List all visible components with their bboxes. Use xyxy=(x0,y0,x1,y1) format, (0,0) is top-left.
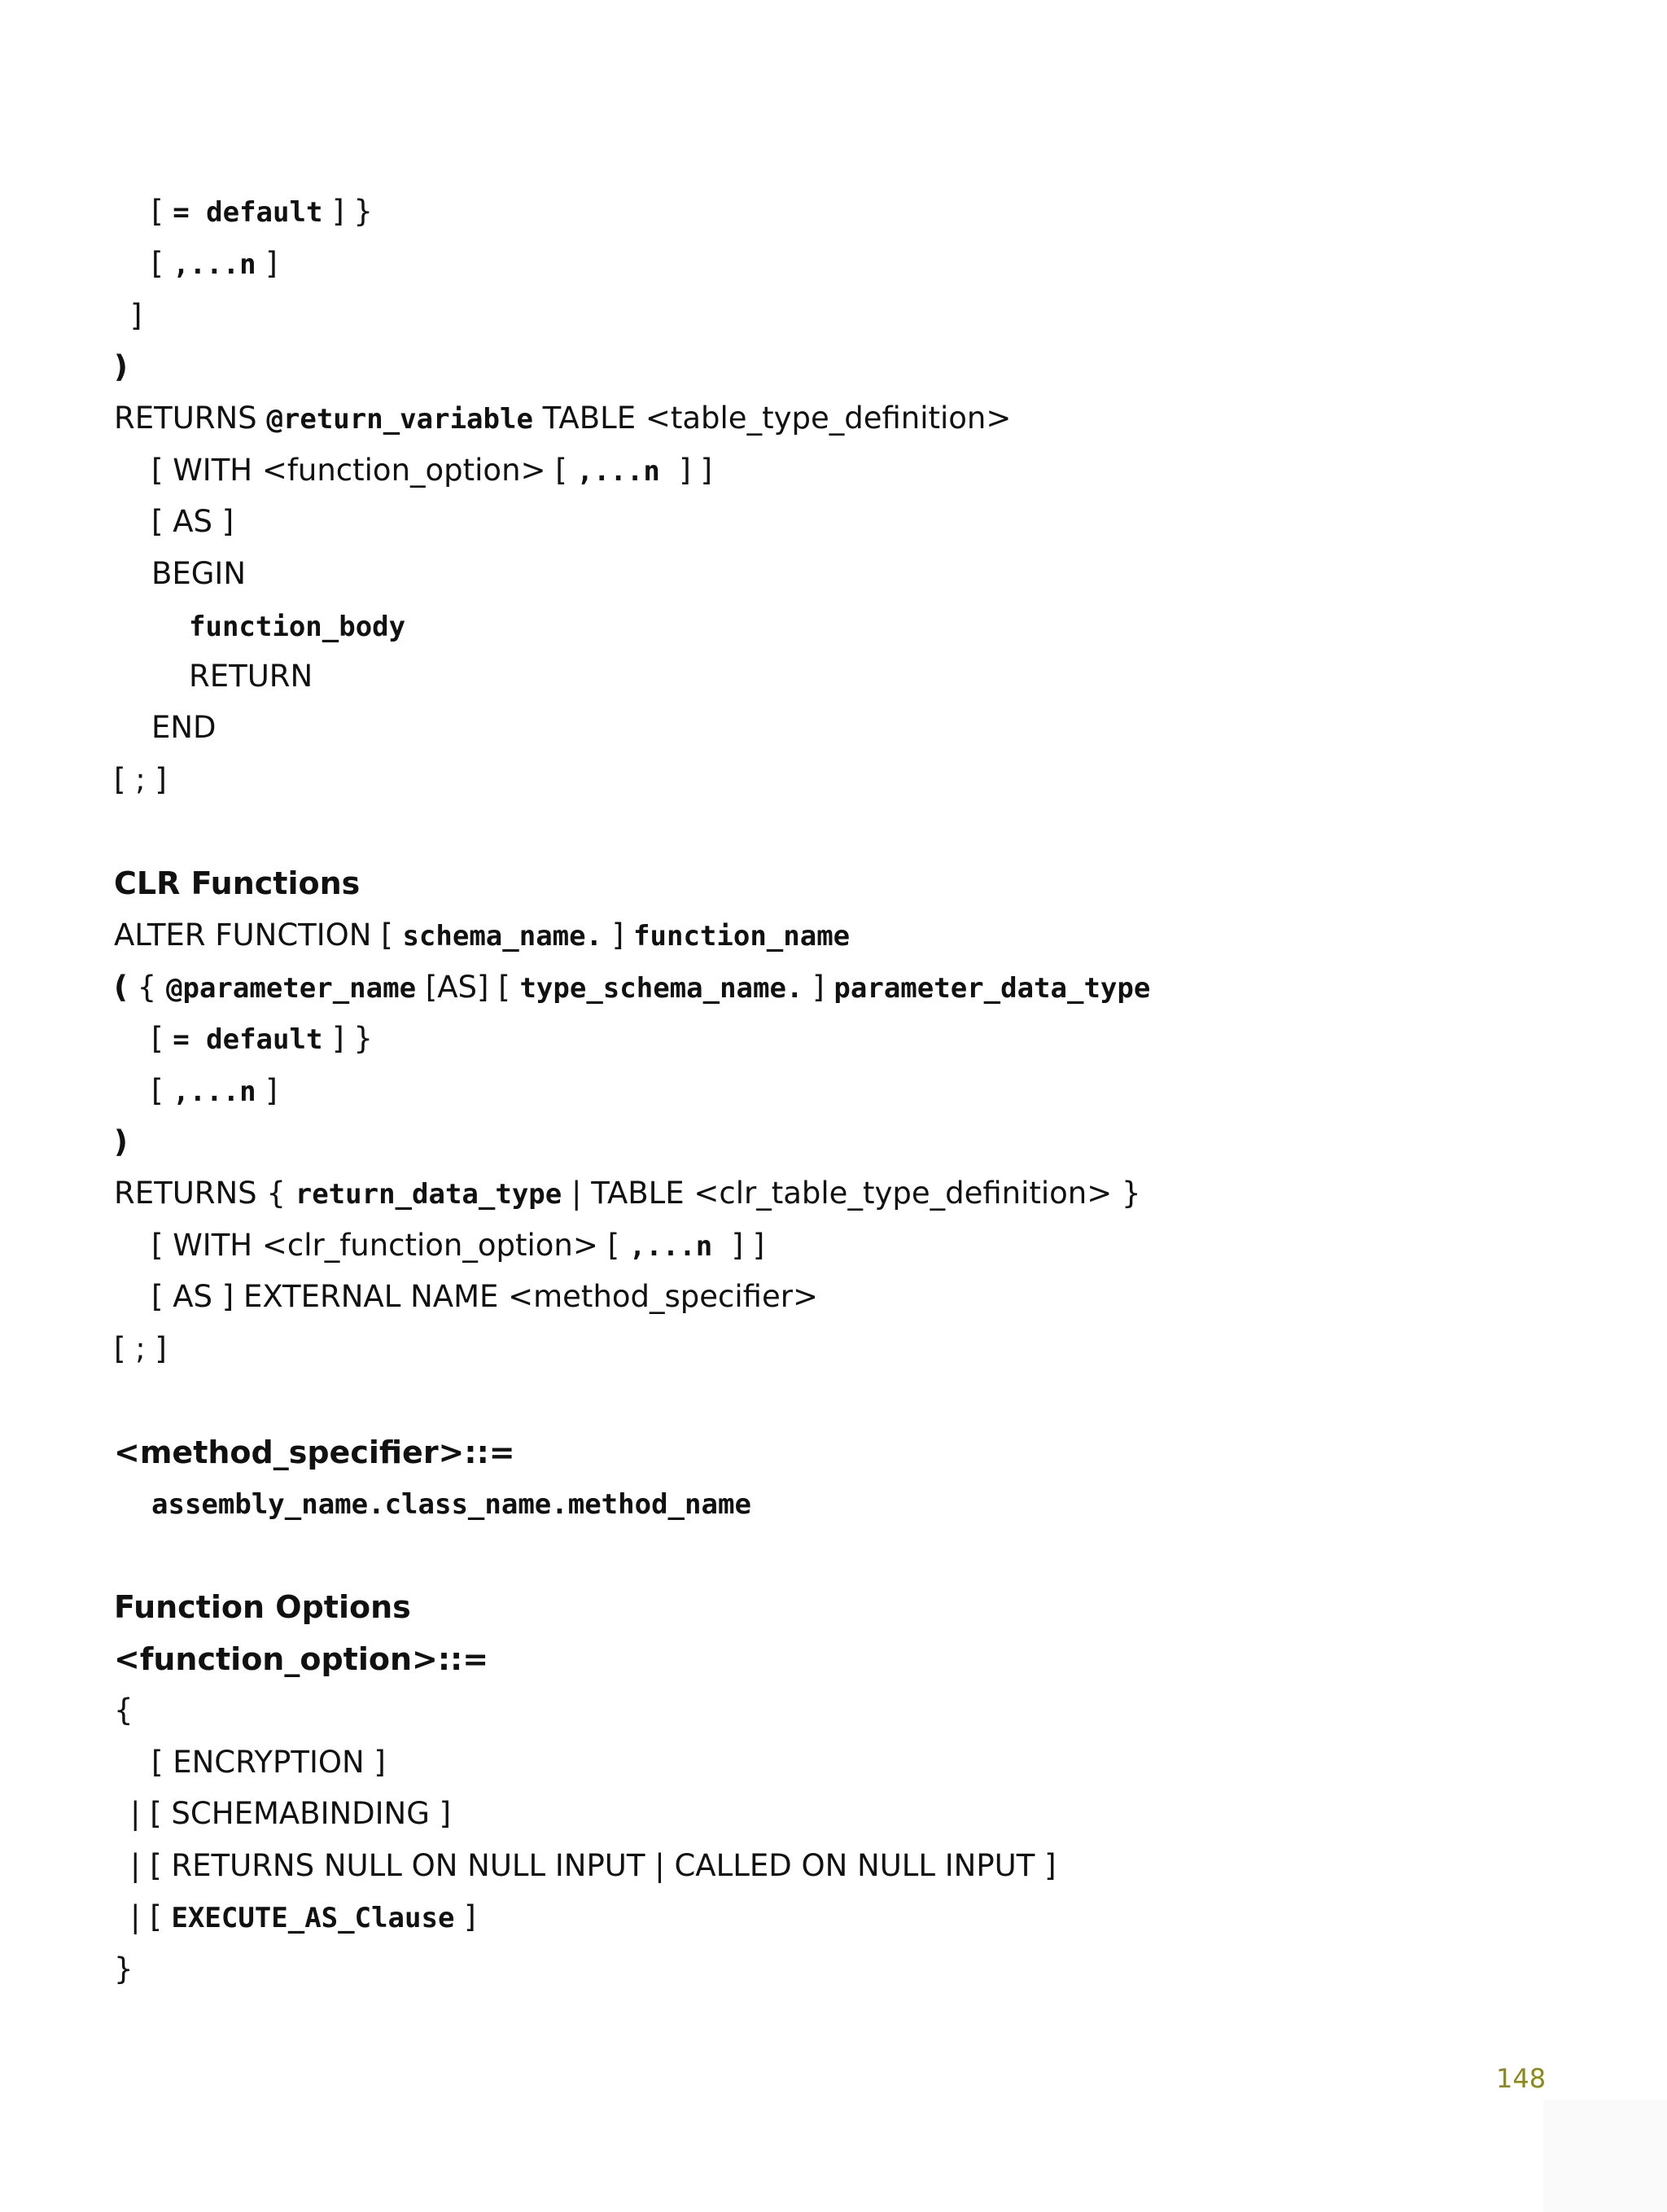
syntax-text: TABLE <table_type_definition> xyxy=(532,401,1012,436)
syntax-keyword: type_schema_name. xyxy=(519,972,803,1005)
syntax-line-terminator: [ ; ] xyxy=(114,1331,167,1366)
syntax-keyword: = default xyxy=(173,1023,323,1056)
syntax-text: [ WITH <function_option> [ xyxy=(151,453,577,488)
syntax-text: [ xyxy=(151,194,173,229)
syntax-line-open-brace: { xyxy=(114,1693,133,1728)
syntax-keyword: ,...n xyxy=(173,248,256,281)
syntax-line-returns xyxy=(114,1171,1141,1217)
syntax-text: ] xyxy=(256,1073,278,1108)
page-corner-shade xyxy=(1543,2100,1667,2212)
syntax-line-repeat xyxy=(151,1068,278,1115)
syntax-text: ] ] xyxy=(712,1228,765,1263)
syntax-text: ] xyxy=(256,246,278,281)
syntax-line-with xyxy=(151,1223,764,1269)
syntax-keyword: schema_name. xyxy=(402,920,603,953)
syntax-text: ] } xyxy=(322,194,373,229)
syntax-line-schemabinding: | [ SCHEMABINDING ] xyxy=(130,1796,452,1831)
syntax-line-return: RETURN xyxy=(189,659,313,694)
syntax-keyword: @parameter_name xyxy=(166,972,417,1005)
syntax-keyword: EXECUTE_AS_Clause xyxy=(171,1902,455,1934)
syntax-line-encryption: [ ENCRYPTION ] xyxy=(151,1745,386,1780)
syntax-line-alter-function xyxy=(114,913,850,959)
syntax-text: ] xyxy=(454,1899,476,1934)
syntax-text: [ xyxy=(151,246,173,281)
syntax-text: ] xyxy=(602,918,634,953)
syntax-text: RETURNS xyxy=(114,401,267,436)
syntax-text: [ WITH <clr_function_option> [ xyxy=(151,1228,629,1263)
section-subheading-function-option: <function_option>::= xyxy=(114,1641,489,1677)
syntax-keyword: ,...n xyxy=(173,1075,256,1108)
section-heading-method-specifier: <method_specifier>::= xyxy=(114,1435,515,1470)
syntax-keyword: ,...n xyxy=(576,455,660,488)
syntax-text: RETURNS { xyxy=(114,1176,295,1211)
syntax-keyword: return_data_type xyxy=(295,1178,562,1211)
syntax-line-method-name: assembly_name.class_name.method_name xyxy=(151,1488,751,1521)
syntax-line-parameters xyxy=(114,965,1150,1011)
section-heading-clr-functions: CLR Functions xyxy=(114,865,361,901)
syntax-text: ] xyxy=(803,970,834,1005)
syntax-text: ( xyxy=(114,970,128,1005)
page-number: 148 xyxy=(1496,2063,1547,2094)
syntax-text: ] } xyxy=(322,1021,373,1056)
syntax-text: [ xyxy=(151,1073,173,1108)
syntax-keyword: function_name xyxy=(633,920,851,953)
syntax-keyword: @return_variable xyxy=(266,403,533,436)
syntax-keyword: parameter_data_type xyxy=(834,972,1151,1005)
syntax-line-default xyxy=(151,1016,373,1062)
syntax-line-execute-as xyxy=(130,1894,476,1941)
syntax-line-null-input: | [ RETURNS NULL ON NULL INPUT | CALLED ON NULL INPUT ] xyxy=(130,1848,1057,1883)
syntax-line-with xyxy=(151,448,712,494)
syntax-line-close-brace: } xyxy=(114,1951,133,1986)
syntax-line-end: END xyxy=(151,710,217,745)
syntax-line-begin: BEGIN xyxy=(151,556,247,591)
syntax-line-returns xyxy=(114,396,1011,442)
syntax-line-as: [ AS ] xyxy=(151,504,234,539)
syntax-text: [ xyxy=(151,1021,173,1056)
syntax-text: [AS] [ xyxy=(416,970,520,1005)
syntax-line-repeat xyxy=(151,241,278,287)
section-heading-function-options: Function Options xyxy=(114,1589,411,1625)
syntax-text: ] ] xyxy=(659,453,712,488)
syntax-line-paren: ) xyxy=(114,1124,128,1159)
syntax-line-terminator: [ ; ] xyxy=(114,762,167,797)
syntax-line-paren: ) xyxy=(114,349,128,384)
syntax-keyword: ,...n xyxy=(628,1230,713,1263)
syntax-line-external-name: [ AS ] EXTERNAL NAME <method_specifier> xyxy=(151,1279,818,1314)
syntax-line-function-body: function_body xyxy=(189,611,406,643)
syntax-line-bracket: ] xyxy=(130,298,142,333)
syntax-text: | [ xyxy=(130,1899,172,1934)
syntax-line-default xyxy=(151,189,373,235)
syntax-text: | TABLE <clr_table_type_definition> } xyxy=(562,1176,1141,1211)
syntax-text: ALTER FUNCTION [ xyxy=(114,918,403,953)
syntax-text: { xyxy=(127,970,166,1005)
syntax-keyword: = default xyxy=(173,196,323,229)
